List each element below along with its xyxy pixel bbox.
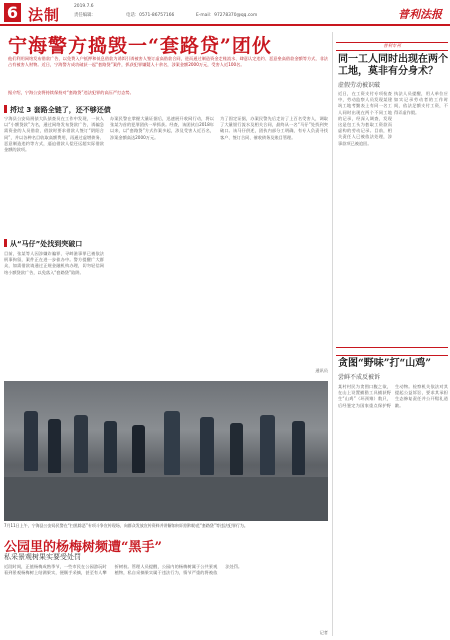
sidebar-column-1: 近日，在工资支付专项检查中，劳动监察人员发现某建筑工地考勤表上有同一名工人同时出现在两个不同工地的记录，经深入调查，发现这是包工头为套取工资款而虚构的劳动记录。目前，相关责任人已被依法处理，涉事款项已被追回。 <box>338 91 392 146</box>
article-column-1b: 目前，张某等人因涉嫌诈骗罪、寻衅滋事罪已被依法刑事拘留，案件正在进一步侦办中。警方提醒广大群众，如需借款请通过正规金融机构办理，切勿轻信网络小额贷款广告，以免落入“套路贷”陷阱。 <box>4 251 104 275</box>
sidebar-subheadline: 虚假劳动被识破 <box>338 82 381 89</box>
subhead-marker <box>4 239 7 247</box>
sidebar-subheadline-2: 尝鲜不成反被诉 <box>338 374 381 381</box>
subhead-2: 从“马仔”处找到突破口 <box>10 240 83 248</box>
sidebar-rule <box>336 50 448 51</box>
issue-date: 2019.7.6 <box>74 4 94 9</box>
photo-caption: 7月11日上午，宁海县公安局民警在“扫黑除恶”专项斗争宣传现场，向群众发放宣传资料并讲解如何识别和防范“套路贷”等违法犯罪行为。 <box>4 523 248 528</box>
article-author: 通讯员 <box>315 368 328 373</box>
subhead-1: 捋过 3 套路全链了，还不够还债 <box>10 106 111 114</box>
sidebar-rule <box>336 355 448 356</box>
lead-paragraph: 他们利用网络发布借款广告，以免费入户抵押和低息借款为诱饵引诱被害人签订虚高借款合同，进而通过制造资金走账流水、肆意认定违约、恶意垒高借款金额等方式，非法占有被害人财物。近日，宁海警方成功破获一起“套路贷”案件，抓获犯罪嫌疑人十余名，涉案金额2000万元，受害人近100名。 <box>8 56 328 68</box>
email-address[interactable]: E-mail：97278370@qq.com <box>196 13 258 18</box>
masthead-logo: 普利法报 <box>398 8 442 21</box>
editor-label: 责任编辑： <box>74 13 96 18</box>
page-number: 6 <box>4 3 21 22</box>
sidebar-headline-2: 贪图“野味”打“山鸡” <box>338 358 432 369</box>
sidebar-rule <box>336 347 448 348</box>
sidebar-headline: 同一工人同时出现在两个工地，莫非有分身术？ <box>338 54 448 77</box>
subhead-marker <box>4 105 7 113</box>
header-rule <box>0 24 450 26</box>
article-column-1: 宁海县公安局刑侦大队侦查员在工作中发现，一伙人以“小额贷款”为名，通过网络发布贷款广告，诱骗急需资金的人员借款，借款时要求借款人签订“阴阳合同”，并以各种名目收取高额费用，再通过虚增债务、恶意制造违约等方式，逼迫借款人偿还远超实际借款金额的款项。 <box>4 116 104 153</box>
news-photo <box>4 381 328 521</box>
sidebar-label: 普利专刊 <box>383 44 401 49</box>
section-name: 法制 <box>28 6 61 24</box>
bottom-article-body: 近段时间，正值杨梅成熟季节，一些市民在公园游玩时看到景观杨梅树上结满果实，便顺手采摘，甚至有人攀折树枝。管理人员提醒，公园内的杨梅树属于公共景观植物，私自采摘果实属于违法行为，情节严重的将被依法处罚。 <box>4 564 243 576</box>
phone-number: 电话：0571-86757166 <box>126 13 175 18</box>
bottom-subheadline: 私采景观树果实要受处罚 <box>4 553 81 561</box>
bottom-headline: 公园里的杨梅树频遭“黑手” <box>4 540 162 555</box>
sidebar-column-2: 执法人员提醒，用人单位应如实记录劳动者的工作时间，依法足额支付工资，不得弄虚作假。 <box>394 91 448 115</box>
bottom-article-author: 记者 <box>319 630 328 635</box>
headline: 宁海警方捣毁一“套路贷”团伙 <box>8 35 272 57</box>
article-column-2: 办案民警在掌握大量证据后，迅速展开收网行动，将以张某为首的犯罪团伙一举抓获。经查，该团伙自2018年以来，以“套路贷”方式作案多起，涉及受害人近百名，涉案金额高达2000万元。 <box>110 116 214 140</box>
lead-paragraph-2: 据介绍，宁海公安将持续保持对“套路贷”违法犯罪的高压严打态势。 <box>8 90 134 95</box>
sidebar-body-2: 某村村民为贪图口腹之欲，在山上设置捕猎工具捕获野生“山鸡”（环颈雉）数只，后经鉴定为国家重点保护野生动物。检察机关依法对其提起公益诉讼，要求其承担生态修复责任并公开赔礼道歉。 <box>338 384 448 408</box>
column-divider <box>332 32 333 636</box>
article-column-3: 为了固定证据，办案民警先后走访了上百名受害人，调取了大量银行流水及相关合同，最终从一名“马仔”处找到突破口。该马仔供述，团伙内部分工明确，有专人负责寻找客户、签订合同、催收债务及账目管理。 <box>220 116 328 140</box>
